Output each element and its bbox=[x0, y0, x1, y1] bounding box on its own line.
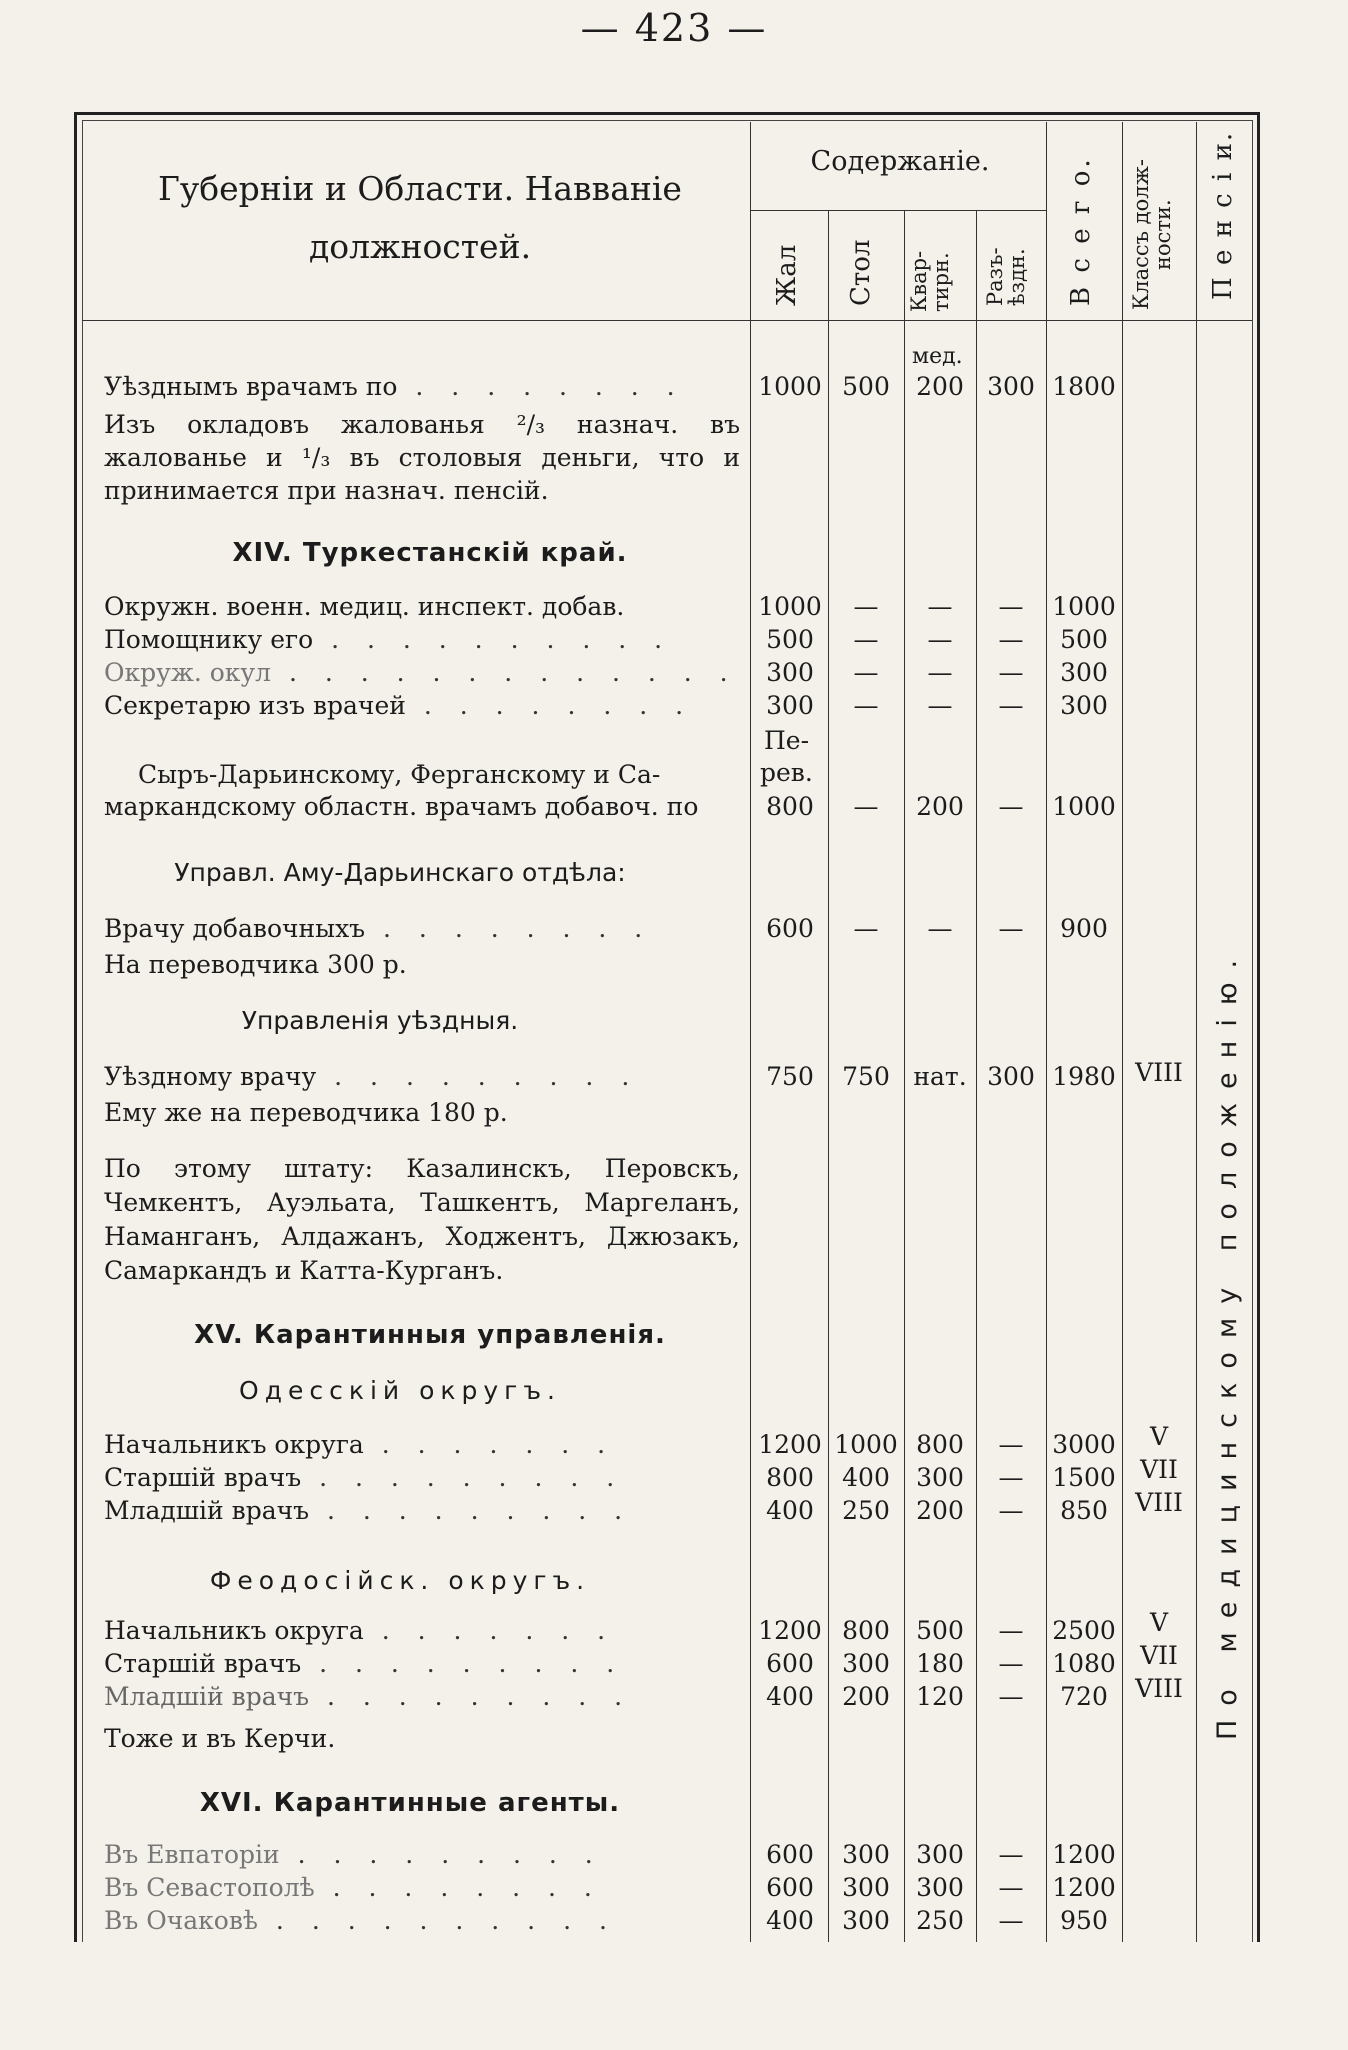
page-number: — 423 — bbox=[580, 6, 768, 50]
table-row: Уѣзднымъ врачамъ по . . . . . . . . 1000 500 200 300 1800 bbox=[104, 372, 1116, 401]
col-header-zhal: Жал bbox=[772, 244, 802, 306]
col-header-kvar: Квар- тирн. bbox=[907, 250, 953, 312]
table-row: Сыръ-Дарьинскому, Ферганскому и Са- bbox=[138, 760, 661, 789]
header-title bbox=[100, 160, 740, 276]
table-row: Окружн. военн. медиц. инспект. добав. 1000 — — — 1000 bbox=[104, 592, 1116, 621]
table-row: Окруж. окул . . . . . . . . . . . . . 300 — — — 300 bbox=[104, 658, 1108, 687]
table-row: Старшій врачъ . . . . . . . . . 600 300 180 — 1080 VII bbox=[104, 1641, 1178, 1678]
row-label: Уѣзднымъ врачамъ по . . . . . . . . bbox=[104, 372, 685, 401]
table-row: Въ Евпаторіи . . . . . . . . . 600 300 300 — 1200 bbox=[104, 1840, 1116, 1869]
col-header-vsego: В с е г о. bbox=[1066, 156, 1096, 306]
col-header-pensii: П е н с і и. bbox=[1208, 130, 1238, 300]
sub-heading: Одесскій округъ. bbox=[239, 1376, 561, 1405]
table-row: Младшій врачъ . . . . . . . . . 400 200 120 — 720 VIII bbox=[104, 1674, 1183, 1711]
table-row: Тоже и въ Керчи. bbox=[104, 1724, 336, 1753]
table-row: Помощнику его . . . . . . . . . . 500 — — — 500 bbox=[104, 625, 1108, 654]
table-frame-inner-top bbox=[82, 120, 1252, 121]
table-row: Младшій врачъ . . . . . . . . . 400 250 200 — 850 VIII bbox=[104, 1488, 1183, 1525]
section-heading: XV. Карантинныя управленія. bbox=[194, 1320, 666, 1350]
table-row: Въ Очаковѣ . . . . . . . . . . 400 300 250 — 950 bbox=[104, 1906, 1108, 1935]
city-list-paragraph: По этому штату: Казалинскъ, Перовскъ, Чемкентъ, Ауэльата, Ташкентъ, Маргеланъ, Наманганъ, Алдажанъ, Ходжентъ, Джюзакъ, Самаркандъ и Катта-Курганъ. bbox=[104, 1154, 740, 1285]
sod-divider bbox=[750, 210, 1046, 211]
table-row: Начальникъ округа . . . . . . . 1200 800 500 — 2500 V bbox=[104, 1608, 1169, 1645]
sub-heading: Феодосійск. округъ. bbox=[209, 1566, 591, 1595]
header-divider bbox=[82, 320, 1252, 321]
table-row: Секретарю изъ врачей . . . . . . . . 300 — — — 300 bbox=[104, 691, 1108, 720]
sub-heading: Управленія уѣздныя. bbox=[241, 1006, 519, 1035]
table-row: Начальникъ округа . . . . . . . 1200 1000 800 — 3000 V bbox=[104, 1422, 1169, 1459]
table-row: На переводчика 300 р. bbox=[104, 950, 407, 979]
section-heading: XIV. Туркестанскій край. bbox=[232, 538, 628, 568]
col-header-stol: Стол bbox=[846, 239, 876, 306]
table-row: Ему же на переводчика 180 р. bbox=[104, 1098, 508, 1127]
table-row: Уѣздному врачу . . . . . . . . . 750 750 нат. 300 1980 VIII bbox=[104, 1058, 1183, 1091]
note-perev2: рев. bbox=[760, 758, 813, 787]
side-note-vertical: По медицинскому положенію. bbox=[1212, 945, 1243, 1740]
table-row: Въ Севастополѣ . . . . . . . . 600 300 300 — 1200 bbox=[104, 1873, 1116, 1902]
col-header-razd: Разъ- ѣздн. bbox=[983, 247, 1029, 306]
section-heading: XVI. Карантинные агенты. bbox=[199, 1788, 621, 1818]
table-row: Врачу добавочныхъ . . . . . . . . 600 — — — 900 bbox=[104, 914, 1108, 943]
header-title-line1: Губерніи и Области. Навваніе bbox=[158, 169, 682, 208]
sub-heading: Управл. Аму-Дарьинскаго отдѣла: bbox=[174, 858, 626, 887]
note-med: мед. bbox=[912, 344, 963, 369]
col-header-klass: Классъ долж- ности. bbox=[1129, 159, 1175, 310]
soderzhanie-header: Содержаніе. bbox=[810, 146, 990, 177]
note-paragraph: Изъ окладовъ жалованья ²/₃ назнач. въ жалованье и ¹/₃ въ столовыя деньги, что и принимается при назнач. пенсій. bbox=[104, 410, 740, 505]
table-row: Старшій врачъ . . . . . . . . . 800 400 300 — 1500 VII bbox=[104, 1455, 1178, 1492]
header-title-line2: должностей. bbox=[308, 227, 532, 266]
note-perev: Пе- bbox=[764, 726, 810, 755]
table-row: маркандскому областн. врачамъ добавоч. по 800 — 200 — 1000 bbox=[104, 792, 1116, 821]
